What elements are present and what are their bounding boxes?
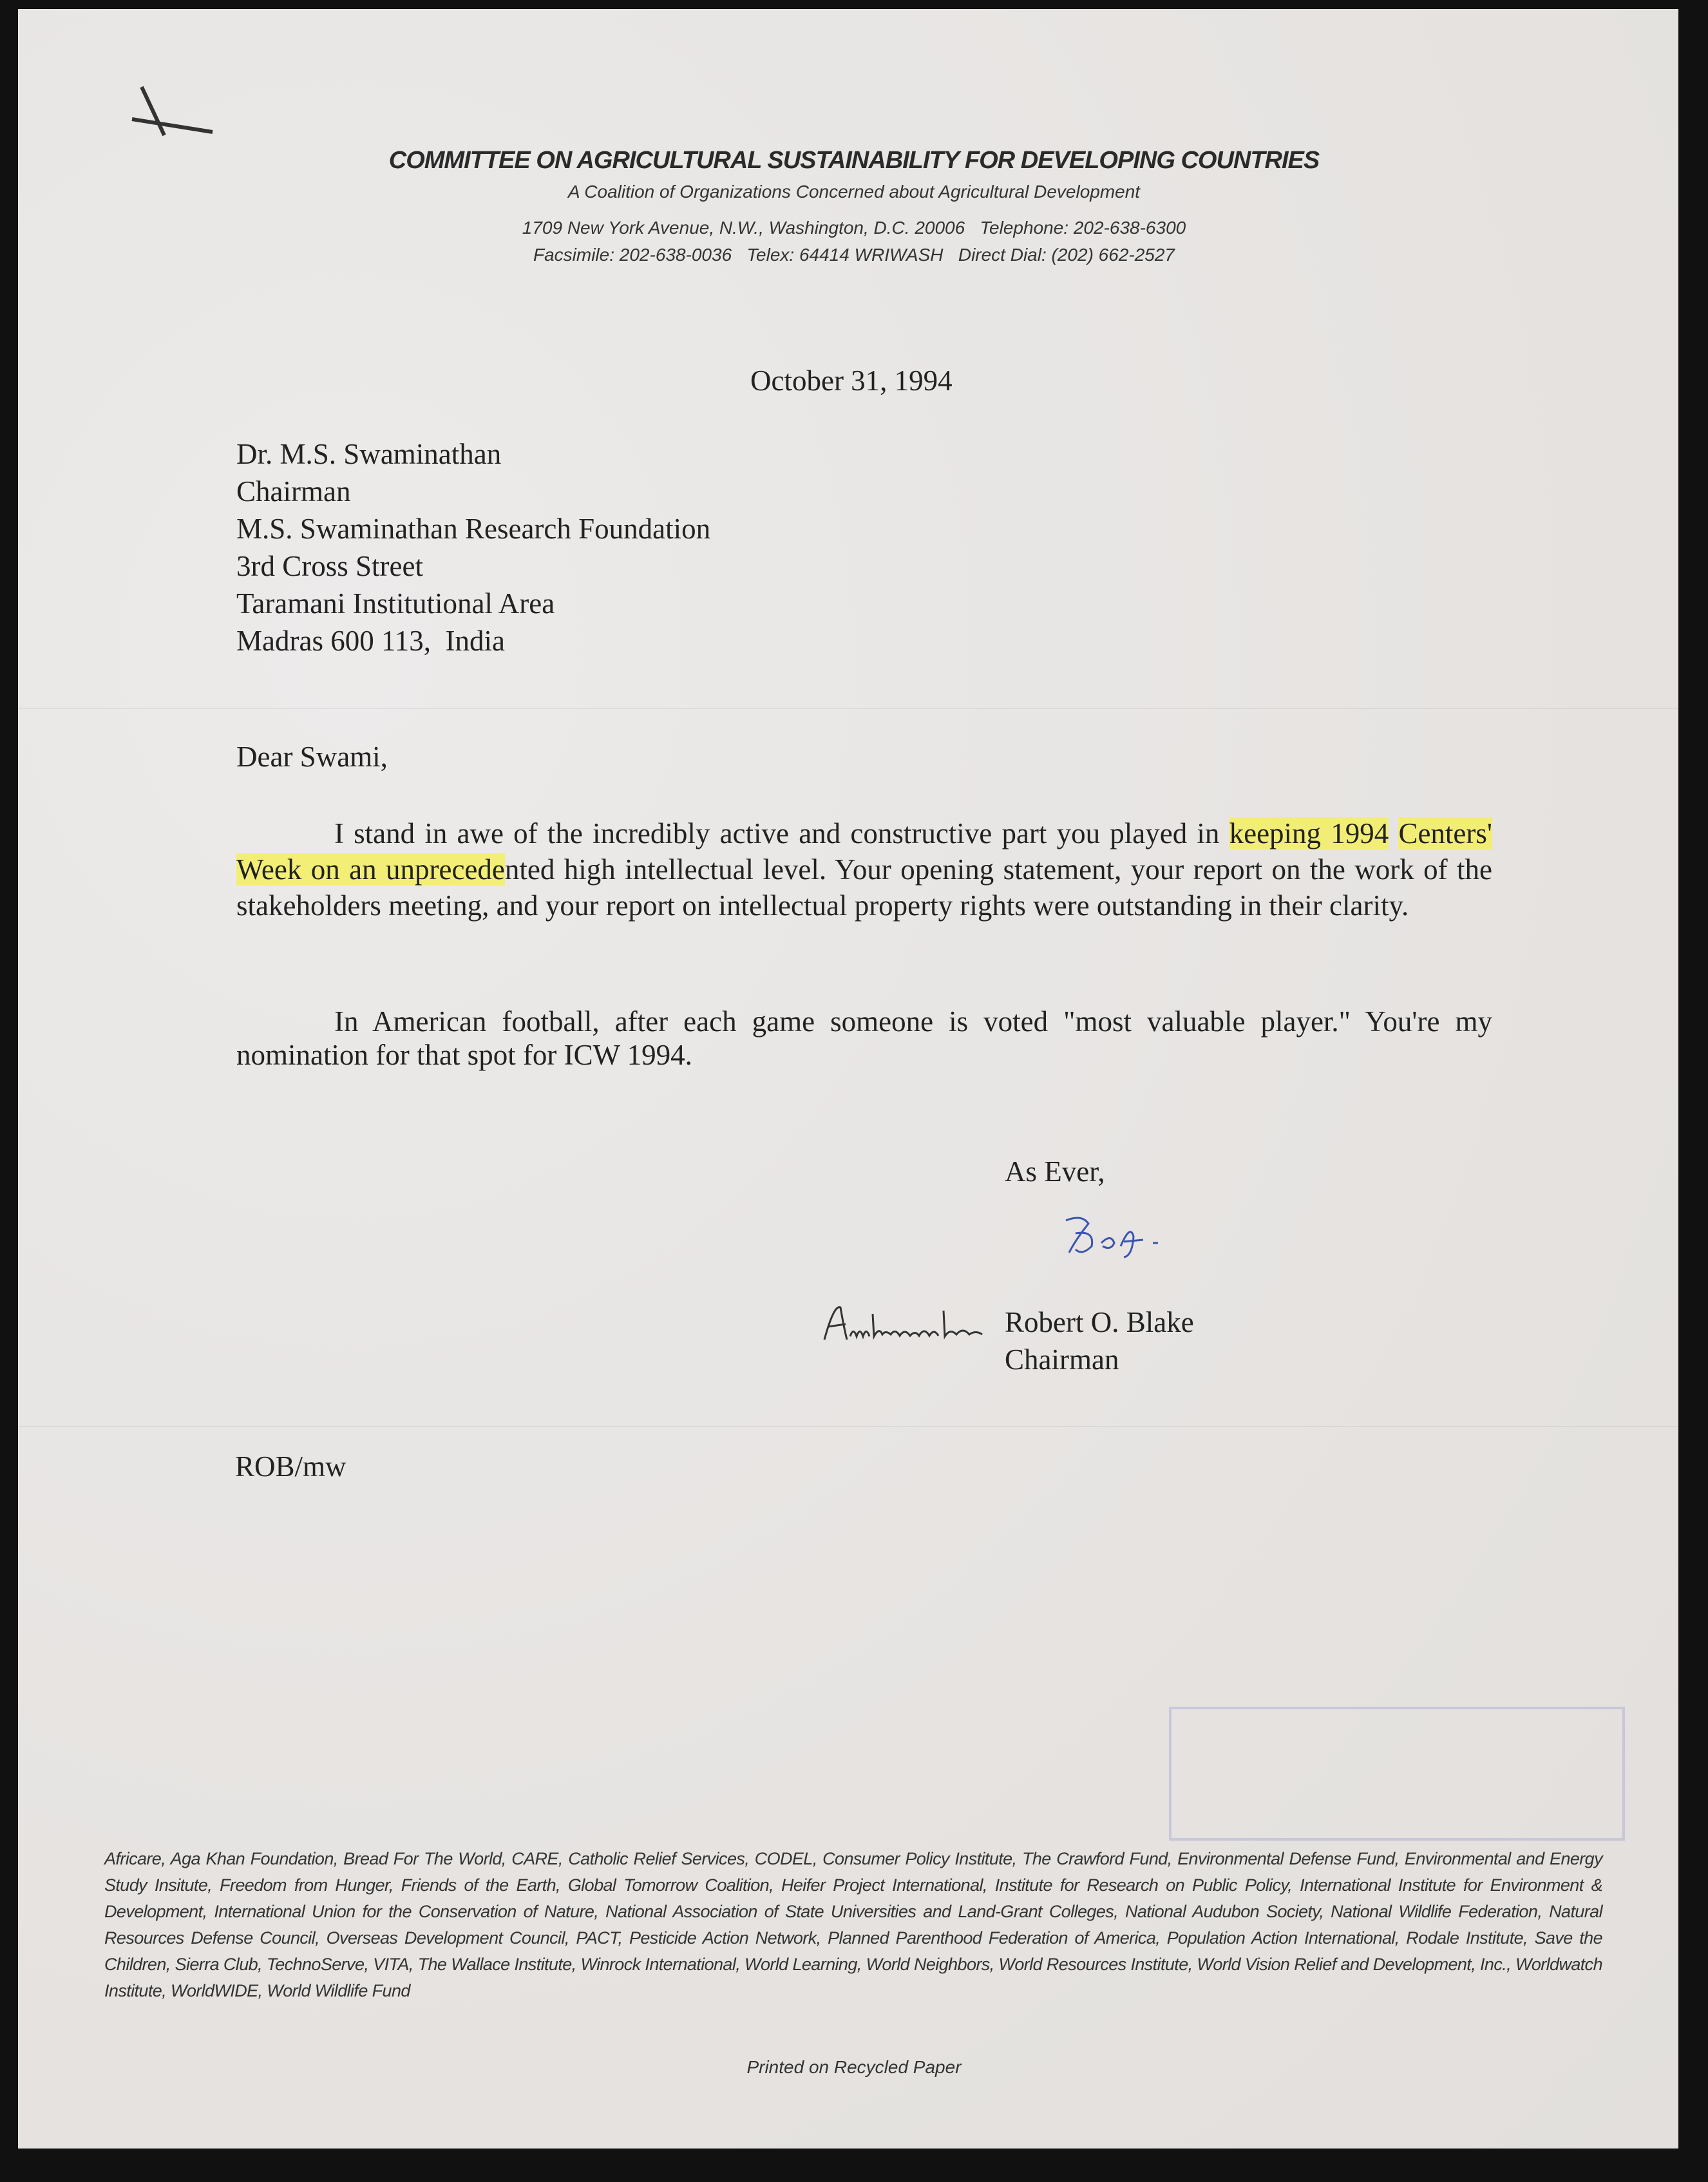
signer-name: Robert O. Blake bbox=[1005, 1306, 1194, 1338]
faded-stamp bbox=[1169, 1707, 1625, 1841]
letter-date: October 31, 1994 bbox=[750, 365, 953, 397]
letterhead-subtitle: A Coalition of Organizations Concerned about Agricultural Development bbox=[567, 182, 1141, 202]
reference-initials: ROB/mw bbox=[235, 1450, 346, 1483]
body-paragraph-1 bbox=[236, 815, 1492, 924]
member-organizations: Africare, Aga Khan Foundation, Bread For The World, CARE, Catholic Relief Services, CODEL, Consumer Policy Institute, The Crawford Fund, Environmental Defense Fund, Environmental and Energy Study Insitute, Freedom from Hunger, Friends of the Earth, Global Tomorrow Coalition, Heifer Project International, Institute for Research on Public Policy, International Institute for Environment & Development, International Union for the Conservation of Nature, National Association of State Universities and Land-Grant Colleges, National Audubon Society, National Wildlife Federation, Natural Resources Defense Council, Overseas Development Council, PACT, Pesticide Action Network, Planned Parenthood Federation of America, Population Action International, Rodale Institute, Save the Children, Sierra Club, TechnoServe, VITA, The Wallace Institute, Winrock International, World Learning, World Neighbors, World Resources Institute, World Vision Relief and Development, Inc., Worldwatch Institute, WorldWIDE, World Wildlife Fund bbox=[104, 1849, 1602, 2000]
handwritten-ambassador bbox=[821, 1301, 1001, 1346]
recycled-paper-note: Printed on Recycled Paper bbox=[746, 2057, 962, 2077]
fold-line bbox=[18, 1426, 1678, 1427]
letterhead-title: COMMITTEE ON AGRICULTURAL SUSTAINABILITY FOR DEVELOPING COUNTRIES bbox=[388, 147, 1320, 174]
letterhead-address: 1709 New York Avenue, N.W., Washington, D.C. 20006 Telephone: 202-638-6300 bbox=[522, 218, 1186, 238]
paragraph-text: I stand in awe of the incredibly active and constructive part you played in bbox=[334, 817, 1229, 849]
signer-title: Chairman bbox=[1005, 1343, 1119, 1376]
recipient-line: M.S. Swaminathan Research Foundation bbox=[236, 513, 711, 545]
signature-bob bbox=[1056, 1211, 1185, 1262]
body-paragraph-2 bbox=[236, 1005, 1492, 1072]
fold-line bbox=[18, 708, 1678, 709]
salutation: Dear Swami, bbox=[236, 741, 388, 773]
closing: As Ever, bbox=[1005, 1155, 1105, 1188]
recipient-line: Chairman bbox=[236, 475, 351, 508]
highlighted-text: keeping 1994 bbox=[1229, 817, 1389, 849]
recipient-address bbox=[236, 435, 710, 659]
recipient-line: Madras 600 113, India bbox=[236, 625, 505, 657]
paragraph-text: nted high intellectual level. Your opening statement, your report on the work of the stakeholders meeting, and your report on intellectual property rights were outstanding in their clarity. bbox=[236, 853, 1492, 922]
check-mark-icon bbox=[129, 84, 219, 142]
highlighted-text: Centers' Week on an unprecede bbox=[236, 817, 1493, 886]
signer-block bbox=[1005, 1304, 1194, 1378]
recipient-line: 3rd Cross Street bbox=[236, 550, 423, 582]
paragraph-text: In American football, after each game someone is voted "most valuable player." You're my nomination for that spot for ICW 1994. bbox=[236, 1005, 1492, 1071]
recipient-line: Taramani Institutional Area bbox=[236, 587, 555, 620]
letterhead-contact: Facsimile: 202-638-0036 Telex: 64414 WRIWASH Direct Dial: (202) 662-2527 bbox=[533, 245, 1175, 265]
recipient-line: Dr. M.S. Swaminathan bbox=[236, 438, 502, 470]
